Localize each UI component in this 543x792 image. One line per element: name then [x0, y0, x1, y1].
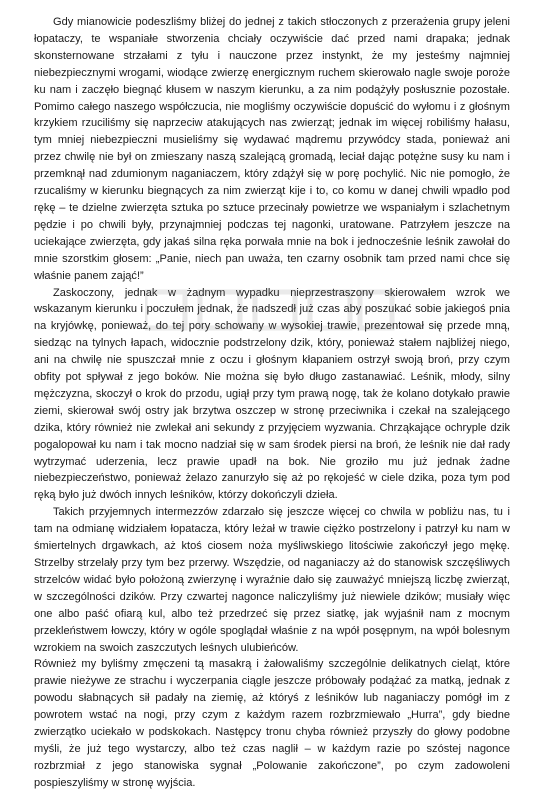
paragraph-1: Gdy mianowicie podeszliśmy bliżej do jednej z takich stłoczonych z przerażenia grupy jeleni łopataczy, te wspaniałe stworzenia chciały oczywiście dać przed nami drapaka; jednak skonsternowane strzałami z tyłu i nauczone przez instynkt, że my jesteśmy najmniej niebezpiecznymi wrogami, wiodące zwierzę energicznym ruchem skierowało nagle swoje poroże ku nam i zaczęło biegnąć kłusem w naszym kierunku, a za nim podążyły posłusznie pozostałe. Pomimo całego naszego współczucia, nie mogliśmy oczywiście dopuścić do wyłomu i z głośnym krzykiem rzuciliśmy się naprzeciw atakujących nas zwierząt; jednak im więcej robiliśmy hałasu, tym mniej niebezpieczni musieliśmy się wydawać mądremu przywódcy stada, ponieważ ani przez chwilę nie był on zmieszany naszą szalejącą gromadą, leciał dając potężne susy ku nam i przemknął nad zdumionym naganiaczem, który zdążył się w porę pochylić. Nic nie pomogło, że rzucaliśmy w kierunku biegnących za nim zwierząt kije i to, co komu w danej chwili wpadło pod rękę – te dzielne zwierzęta sztuka po sztuce przecinały powietrze we wspaniałym i szlachetnym pędzie i po chwili były, przynajmniej podczas tej nagonki, uratowane. Patrzyłem jeszcze na uciekające zwierzęta, gdy jakaś silna ręka porwała mnie na bok i jednocześnie leśnik zawołał do mnie szorstkim głosem: „Panie, niech pan uważa, ten czarny osobnik tam przed nami chce się właśnie panem zająć!” [34, 16, 510, 282]
document-body [34, 14, 510, 792]
paragraph-4: Również my byliśmy zmęczeni tą masakrą i żałowaliśmy szczególnie delikatnych cieląt, które prawie nieżywe ze strachu i wyczerpania ciągle jeszcze próbowały podążać za matką, jednak z powodu słabnących sił padały na ziemię, aż któryś z leśników lub naganiaczy pomógł im z powrotem wstać na nogi, przy czym z każdym razem rozbrzmiewało „Hurra”, gdy biedne zwierzątko uciekało w podskokach. Następcy tronu chyba również przyszły do głowy podobne myśli, że już tego wystarczy, albo też czas naglił – w każdym razie po szóstej nagonce rozbrzmiał z jego stanowiska sygnał „Polowanie zakończone”, po czym zadowoleni pospieszyliśmy w stronę wyjścia. [34, 658, 510, 789]
paragraph-2: Zaskoczony, jednak w żadnym wypadku nieprzestraszony skierowałem wzrok we wskazanym kierunku i poczułem jednak, że nadszedł już czas aby poszukać sobie jakiegoś pnia na kryjówkę, ponieważ, do tej pory schowany w wysokiej trawie, prezentował się przede mną, siedząc na tylnych łapach, widocznie podstrzelony dzik, który, ponieważ stałem najbliżej niego, ani na chwilę nie spuszczał mnie z oczu i głośnym kłapaniem ostrzył swoją broń, przy czym obfity pot spływał z jego boków. Nie można się było długo zastanawiać. Leśnik, młody, silny mężczyzna, skoczył o krok do przodu, ugiął przy tym prawą nogę, tak że kolano dotykało prawie ziemi, skierował swój ostry jak brzytwa oszczep w stronę przeciwnika i czekał na szalejącego dzika, który również nie zwlekał ani sekundy z przyjęciem wyzwania. Chrząkające ochryple dzik pogalopował ku nam i tak mocno nadział się w sam środek piersi na broń, że leśnik nie dał rady wytrzymać uderzenia, lecz prawie upadł na bok. Nie groziło mu już jednak żadne niebezpieczeństwo, ponieważ żelazo zanurzyło się aż po rękojeść w ciele dzika, poza tym pod ręką było już dwóch innych leśników, którzy dokończyli dzieła. [34, 286, 510, 502]
paragraph-3: Takich przyjemnych intermezzów zdarzało się jeszcze więcej co chwila w pobliżu nas, tu i tam na odmianę widziałem łopatacza, który leżał w trawie ciężko postrzelony i patrzył ku nam w śmiertelnych drgawkach, aż ktoś ciosem noża myśliwskiego litościwie zakończył jego mękę. Strzelby strzelały przy tym bez przerwy. Wszędzie, od naganiaczy aż do stanowisk szczęśliwych strzelców widać było położoną zwierzynę i wyraźnie dało się zauważyć mniejszą liczbę zwierząt, w szczególności dzików. Przy czwartej nagonce naliczyliśmy już niewiele dzików; musiały więc one albo paść ofiarą kul, albo też przedrzeć się przez siatkę, jak wyjaśnił nam z mocnym przekleństwem łowczy, który w ogóle spoglądał właśnie z na wpół posępnym, na wpół bolesnym wzrokiem na swoich zaszczutych leśnych ulubieńców. [34, 506, 510, 654]
